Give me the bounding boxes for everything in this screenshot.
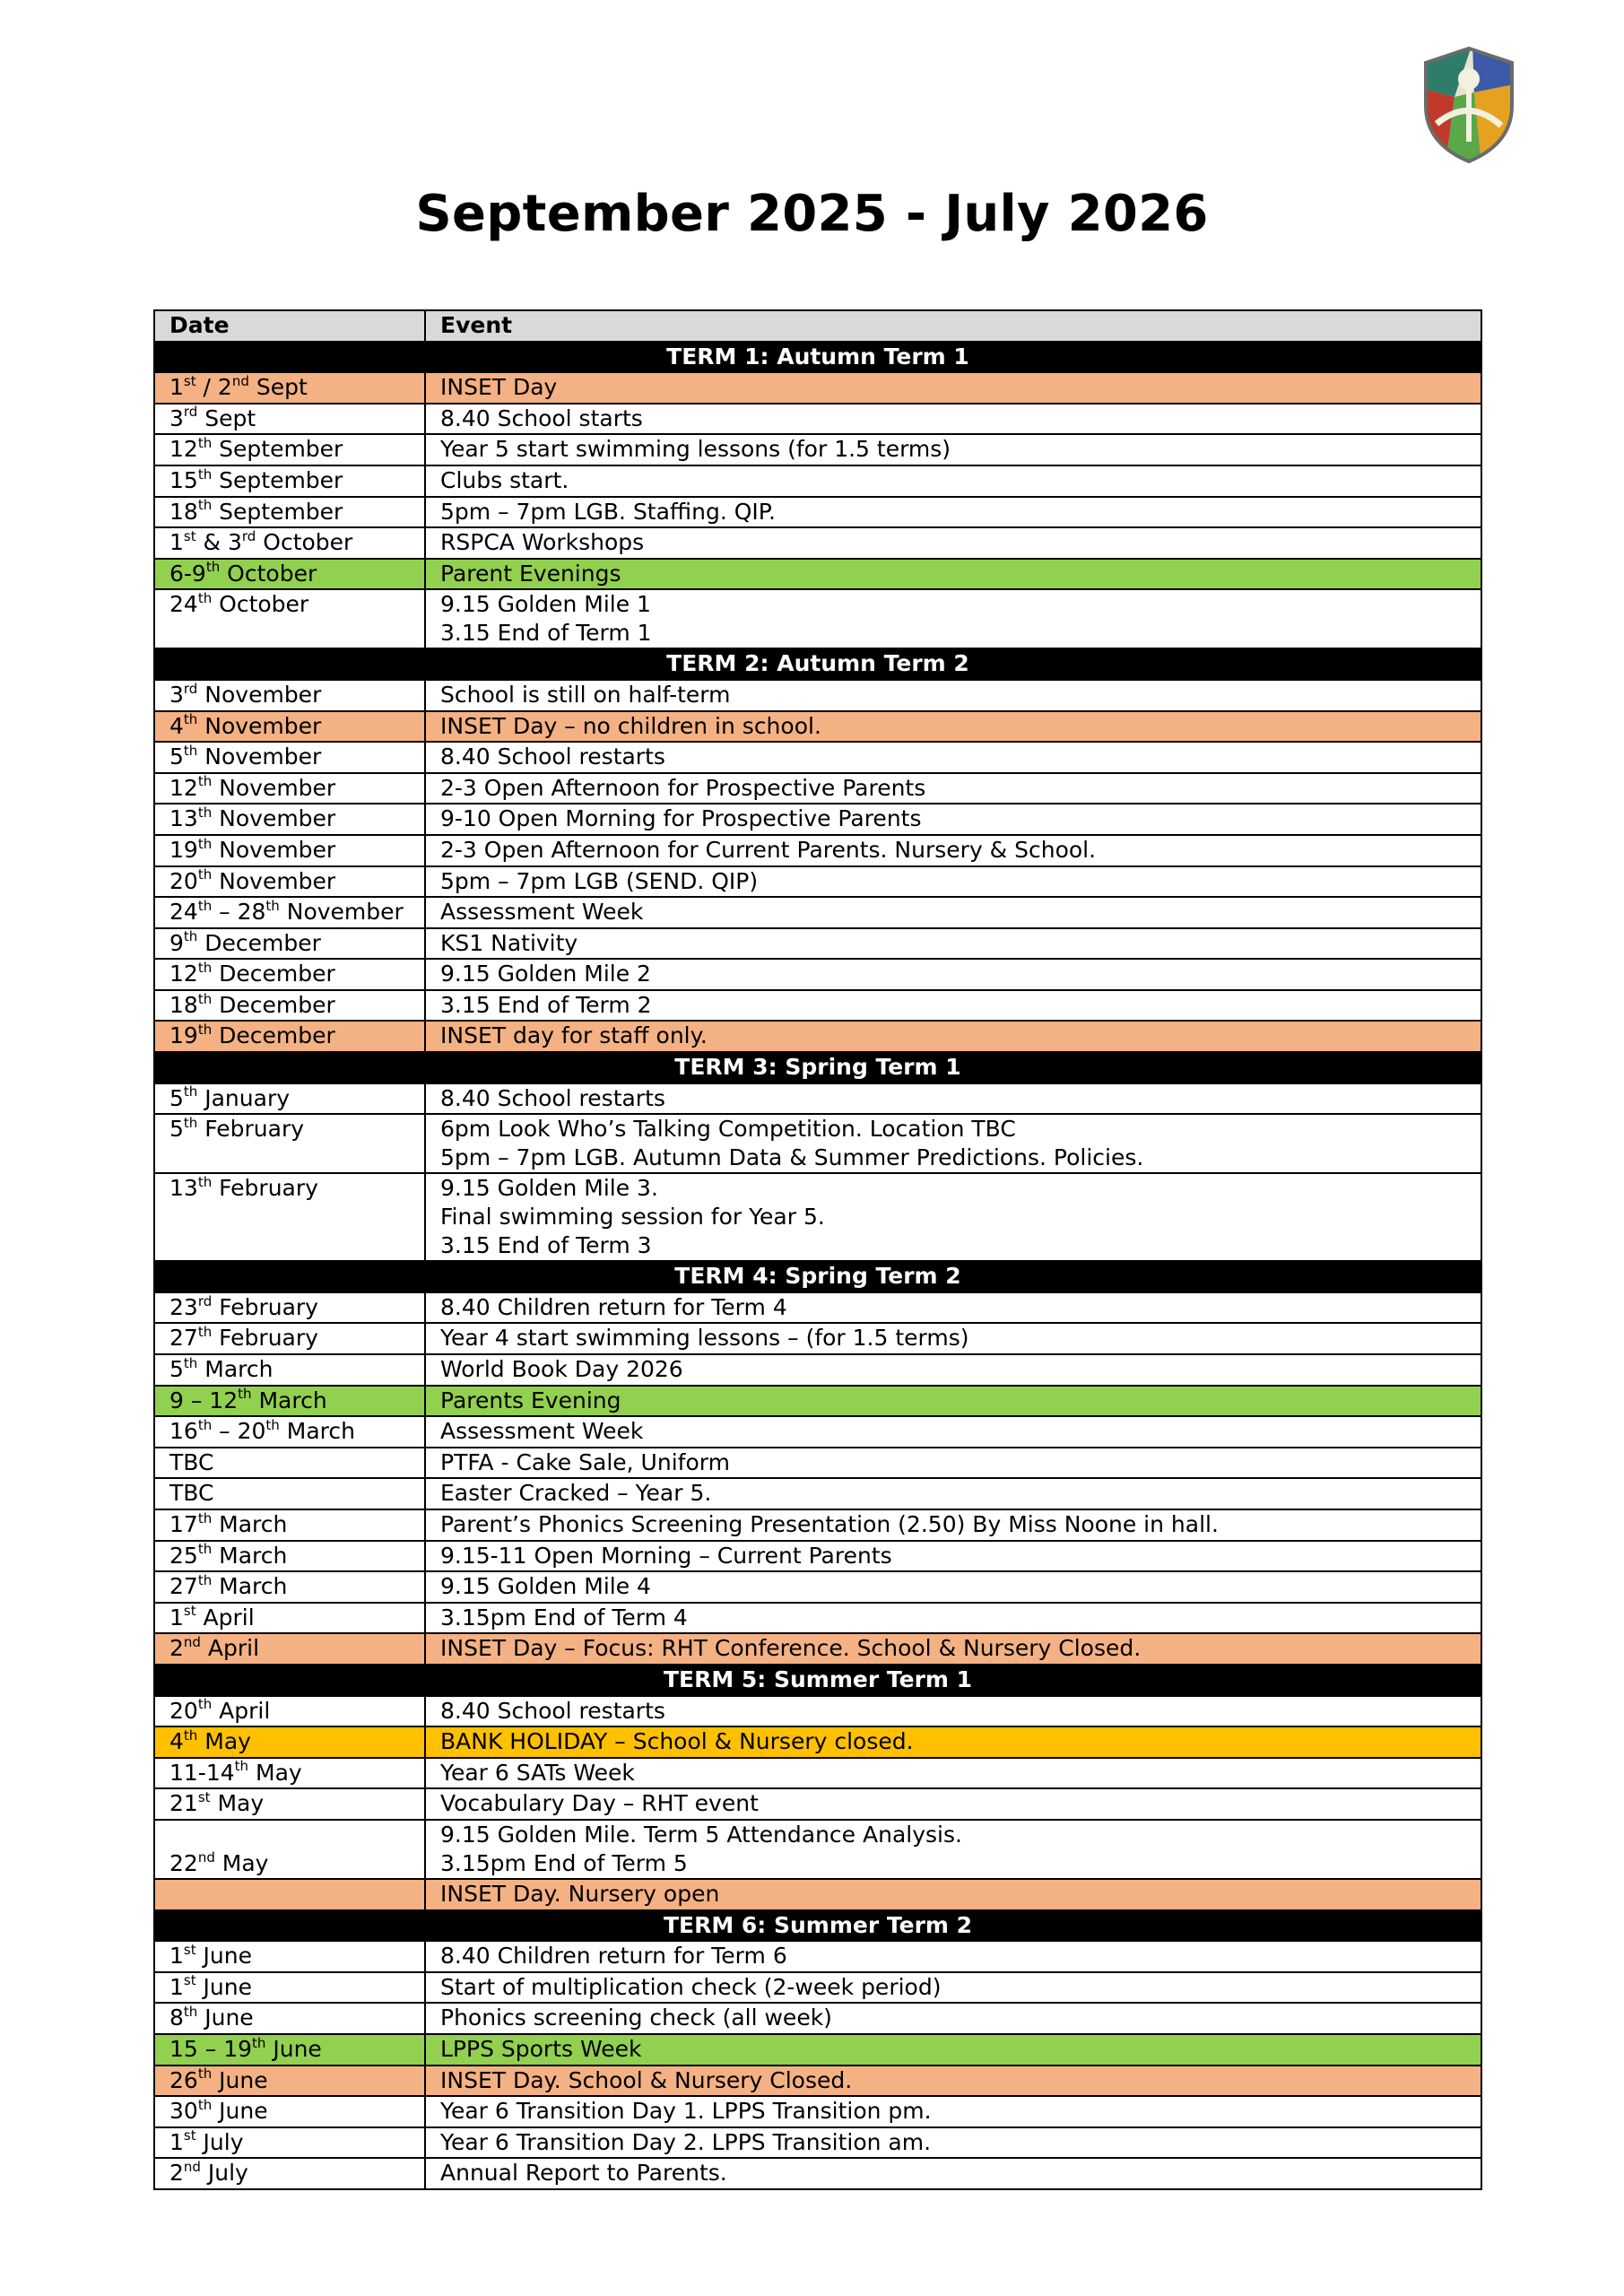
- event-cell: [425, 1416, 1481, 1448]
- event-cell: [425, 1021, 1481, 1052]
- event-cell: [425, 1292, 1481, 1324]
- event-text: Assessment Week: [440, 899, 644, 926]
- table-row: [154, 990, 1481, 1022]
- event-cell: [425, 1633, 1481, 1665]
- table-row: [154, 1448, 1481, 1479]
- table-row: [154, 404, 1481, 435]
- table-row: [154, 2066, 1481, 2097]
- event-text: Year 6 Transition Day 2. LPPS Transition am.: [440, 2128, 932, 2155]
- event-cell: [425, 1478, 1481, 1509]
- event-column-header: Event: [425, 310, 1481, 342]
- event-text: INSET day for staff only.: [440, 1022, 708, 1049]
- event-cell: [425, 434, 1481, 465]
- table-row: [154, 1416, 1481, 1448]
- event-cell: [425, 711, 1481, 743]
- date-cell: 12th December: [154, 959, 425, 990]
- table-row: [154, 559, 1481, 590]
- date-cell: 27th March: [154, 1571, 425, 1603]
- event-text: World Book Day 2026: [440, 1356, 683, 1383]
- event-cell: [425, 465, 1481, 497]
- table-row: [154, 2034, 1481, 2066]
- event-cell: [425, 1726, 1481, 1758]
- event-cell: [425, 1323, 1481, 1354]
- event-text: 8.40 School starts: [440, 404, 643, 431]
- table-row: [154, 465, 1481, 497]
- event-text: 9.15-11 Open Morning – Current Parents: [440, 1542, 892, 1569]
- date-cell: TBC: [154, 1448, 425, 1479]
- event-text: INSET Day – no children in school.: [440, 712, 821, 739]
- event-cell: [425, 1788, 1481, 1820]
- event-text: INSET Day. Nursery open: [440, 1880, 720, 1907]
- table-row: [154, 1114, 1481, 1173]
- event-cell: [425, 1696, 1481, 1727]
- date-cell: 19th December: [154, 1021, 425, 1052]
- date-cell: 9th December: [154, 928, 425, 960]
- event-cell: [425, 897, 1481, 928]
- event-text: 2-3 Open Afternoon for Current Parents. Nursery & School.: [440, 836, 1097, 863]
- event-text: 9.15 Golden Mile. Term 5 Attendance Analysis.: [440, 1821, 962, 1848]
- date-cell: 30th June: [154, 2096, 425, 2127]
- event-text: INSET Day: [440, 374, 558, 401]
- event-cell: [425, 959, 1481, 990]
- date-cell: 1st April: [154, 1603, 425, 1634]
- date-cell: 12th September: [154, 434, 425, 465]
- event-cell: [425, 1941, 1481, 1972]
- event-text: Start of multiplication check (2-week period): [440, 1973, 942, 2000]
- event-cell: [425, 804, 1481, 835]
- table-row: [154, 1173, 1481, 1261]
- date-cell: 1st June: [154, 1972, 425, 2004]
- event-cell: [425, 2158, 1481, 2189]
- table-row: [154, 1509, 1481, 1541]
- table-row: [154, 527, 1481, 559]
- date-cell: 24th – 28th November: [154, 897, 425, 928]
- event-cell: [425, 1758, 1481, 1789]
- date-cell: 9 – 12th March: [154, 1386, 425, 1417]
- event-cell: [425, 2034, 1481, 2066]
- event-cell: [425, 1083, 1481, 1115]
- date-column-header: Date: [154, 310, 425, 342]
- date-cell: 27th February: [154, 1323, 425, 1354]
- event-text: 5pm – 7pm LGB. Staffing. QIP.: [440, 498, 776, 525]
- date-cell: 15th September: [154, 465, 425, 497]
- event-text: Clubs start.: [440, 466, 569, 493]
- event-cell: [425, 680, 1481, 711]
- event-text: 3.15pm End of Term 5: [440, 1849, 688, 1876]
- date-cell: 18th September: [154, 497, 425, 528]
- event-text: Year 6 Transition Day 1. LPPS Transition pm.: [440, 2098, 932, 2125]
- date-cell: [154, 1879, 425, 1910]
- event-text: 5pm – 7pm LGB. Autumn Data & Summer Predictions. Policies.: [440, 1144, 1144, 1171]
- table-row: [154, 959, 1481, 990]
- date-cell: 11-14th May: [154, 1758, 425, 1789]
- date-cell: 5th January: [154, 1083, 425, 1115]
- event-cell: [425, 990, 1481, 1022]
- event-text: Parents Evening: [440, 1387, 621, 1413]
- date-cell: 1st June: [154, 1941, 425, 1972]
- event-text: 2-3 Open Afternoon for Prospective Parents: [440, 774, 926, 801]
- term-header-row: [154, 342, 1481, 373]
- event-cell: [425, 372, 1481, 404]
- date-cell: 3rd November: [154, 680, 425, 711]
- event-text: Vocabulary Day – RHT event: [440, 1790, 759, 1817]
- event-text: KS1 Nativity: [440, 929, 578, 956]
- event-cell: [425, 866, 1481, 898]
- table-row: [154, 589, 1481, 648]
- table-row: [154, 1571, 1481, 1603]
- date-cell: 15 – 19th June: [154, 2034, 425, 2066]
- event-cell: [425, 404, 1481, 435]
- date-cell: 6-9th October: [154, 559, 425, 590]
- table-row: [154, 1972, 1481, 2004]
- event-cell: [425, 497, 1481, 528]
- date-cell: 26th June: [154, 2066, 425, 2097]
- event-cell: [425, 1541, 1481, 1572]
- event-cell: [425, 1173, 1481, 1261]
- date-cell: 24th October: [154, 589, 425, 648]
- date-cell: 13th February: [154, 1173, 425, 1261]
- date-cell: 1st / 2nd Sept: [154, 372, 425, 404]
- event-cell: [425, 1972, 1481, 2004]
- event-cell: [425, 773, 1481, 804]
- date-cell: TBC: [154, 1478, 425, 1509]
- event-text: Annual Report to Parents.: [440, 2160, 727, 2187]
- table-row: [154, 680, 1481, 711]
- table-row: [154, 1696, 1481, 1727]
- table-row: [154, 1541, 1481, 1572]
- table-row: [154, 1323, 1481, 1354]
- event-cell: [425, 1571, 1481, 1603]
- date-cell: 5th March: [154, 1354, 425, 1386]
- event-text: 3.15 End of Term 2: [440, 991, 652, 1018]
- school-crest-icon: [1419, 43, 1519, 165]
- date-cell: 4th May: [154, 1726, 425, 1758]
- term-title: TERM 6: Summer Term 2: [154, 1910, 1481, 1942]
- date-cell: 1st July: [154, 2127, 425, 2159]
- event-text: Parent’s Phonics Screening Presentation (2.50) By Miss Noone in hall.: [440, 1511, 1219, 1537]
- table-row: [154, 1758, 1481, 1789]
- date-cell: 18th December: [154, 990, 425, 1022]
- date-cell: 5th February: [154, 1114, 425, 1173]
- date-cell: 19th November: [154, 835, 425, 866]
- event-text: 9.15 Golden Mile 4: [440, 1573, 651, 1600]
- table-row: [154, 1879, 1481, 1910]
- table-row: [154, 1633, 1481, 1665]
- event-text: 8.40 Children return for Term 6: [440, 1943, 787, 1970]
- table-row: [154, 2158, 1481, 2189]
- table-row: [154, 1292, 1481, 1324]
- date-cell: 23rd February: [154, 1292, 425, 1324]
- table-row: [154, 372, 1481, 404]
- term-title: TERM 1: Autumn Term 1: [154, 342, 1481, 373]
- event-text: 3.15pm End of Term 4: [440, 1604, 688, 1631]
- event-cell: [425, 1448, 1481, 1479]
- term-title: TERM 5: Summer Term 1: [154, 1665, 1481, 1696]
- table-row: [154, 928, 1481, 960]
- date-cell: 3rd Sept: [154, 404, 425, 435]
- event-text: INSET Day. School & Nursery Closed.: [440, 2066, 853, 2093]
- event-cell: [425, 742, 1481, 773]
- table-row: [154, 1603, 1481, 1634]
- event-text: 9-10 Open Morning for Prospective Parents: [440, 805, 922, 832]
- date-cell: 25th March: [154, 1541, 425, 1572]
- table-row: [154, 1354, 1481, 1386]
- event-text: 5pm – 7pm LGB (SEND. QIP): [440, 867, 759, 894]
- event-cell: [425, 2096, 1481, 2127]
- event-text: Year 6 SATs Week: [440, 1759, 635, 1786]
- event-text: 8.40 Children return for Term 4: [440, 1293, 787, 1320]
- event-text: School is still on half-term: [440, 681, 731, 708]
- event-text: Year 4 start swimming lessons – (for 1.5 terms): [440, 1325, 969, 1352]
- calendar-table: [153, 309, 1482, 2190]
- table-row: [154, 742, 1481, 773]
- event-cell: [425, 928, 1481, 960]
- table-row: [154, 773, 1481, 804]
- event-text: 9.15 Golden Mile 2: [440, 961, 651, 987]
- event-text: 3.15 End of Term 3: [440, 1232, 652, 1259]
- table-header-row: [154, 310, 1481, 342]
- event-cell: [425, 589, 1481, 648]
- event-text: 8.40 School restarts: [440, 1084, 665, 1111]
- event-text: 9.15 Golden Mile 3.: [440, 1175, 658, 1202]
- date-cell: 4th November: [154, 711, 425, 743]
- table-row: [154, 2127, 1481, 2159]
- event-text: Final swimming session for Year 5.: [440, 1204, 825, 1231]
- table-row: [154, 1820, 1481, 1879]
- event-cell: [425, 1509, 1481, 1541]
- event-text: LPPS Sports Week: [440, 2035, 642, 2062]
- term-header-row: [154, 1665, 1481, 1696]
- event-text: Year 5 start swimming lessons (for 1.5 terms): [440, 436, 951, 463]
- event-text: 3.15 End of Term 1: [440, 620, 652, 647]
- term-title: TERM 4: Spring Term 2: [154, 1261, 1481, 1292]
- event-text: 8.40 School restarts: [440, 744, 665, 770]
- table-row: [154, 1021, 1481, 1052]
- date-cell: 8th June: [154, 2003, 425, 2034]
- term-title: TERM 3: Spring Term 1: [154, 1052, 1481, 1083]
- date-cell: 1st & 3rd October: [154, 527, 425, 559]
- term-title: TERM 2: Autumn Term 2: [154, 648, 1481, 680]
- table-row: [154, 2096, 1481, 2127]
- event-cell: [425, 1114, 1481, 1173]
- event-cell: [425, 1603, 1481, 1634]
- table-row: [154, 1726, 1481, 1758]
- table-row: [154, 1386, 1481, 1417]
- event-cell: [425, 1820, 1481, 1879]
- event-cell: [425, 527, 1481, 559]
- table-row: [154, 835, 1481, 866]
- table-row: [154, 804, 1481, 835]
- date-cell: 5th November: [154, 742, 425, 773]
- table-row: [154, 1083, 1481, 1115]
- event-cell: [425, 1354, 1481, 1386]
- event-cell: [425, 2003, 1481, 2034]
- table-row: [154, 897, 1481, 928]
- event-text: 8.40 School restarts: [440, 1697, 665, 1724]
- event-cell: [425, 1879, 1481, 1910]
- date-cell: 2nd July: [154, 2158, 425, 2189]
- event-text: Phonics screening check (all week): [440, 2005, 832, 2031]
- term-header-row: [154, 648, 1481, 680]
- table-row: [154, 1478, 1481, 1509]
- event-text: 6pm Look Who’s Talking Competition. Location TBC: [440, 1116, 1016, 1143]
- event-cell: [425, 2066, 1481, 2097]
- table-row: [154, 497, 1481, 528]
- event-cell: [425, 835, 1481, 866]
- event-text: PTFA - Cake Sale, Uniform: [440, 1448, 730, 1475]
- event-text: INSET Day – Focus: RHT Conference. School & Nursery Closed.: [440, 1635, 1142, 1662]
- date-cell: 20th April: [154, 1696, 425, 1727]
- event-text: BANK HOLIDAY – School & Nursery closed.: [440, 1728, 914, 1755]
- table-row: [154, 711, 1481, 743]
- table-row: [154, 1941, 1481, 1972]
- event-text: Parent Evenings: [440, 560, 621, 587]
- date-cell: 20th November: [154, 866, 425, 898]
- term-header-row: [154, 1052, 1481, 1083]
- event-cell: [425, 559, 1481, 590]
- event-text: 9.15 Golden Mile 1: [440, 591, 651, 618]
- term-header-row: [154, 1261, 1481, 1292]
- page-title: September 2025 - July 2026: [415, 185, 1209, 243]
- table-row: [154, 1788, 1481, 1820]
- date-cell: 22nd May: [154, 1820, 425, 1879]
- date-cell: 16th – 20th March: [154, 1416, 425, 1448]
- date-cell: 17th March: [154, 1509, 425, 1541]
- event-text: Assessment Week: [440, 1418, 644, 1445]
- event-text: Easter Cracked – Year 5.: [440, 1480, 712, 1507]
- table-row: [154, 866, 1481, 898]
- event-text: RSPCA Workshops: [440, 529, 645, 556]
- table-row: [154, 2003, 1481, 2034]
- term-header-row: [154, 1910, 1481, 1942]
- date-cell: 21st May: [154, 1788, 425, 1820]
- date-cell: 12th November: [154, 773, 425, 804]
- date-cell: 2nd April: [154, 1633, 425, 1665]
- event-cell: [425, 2127, 1481, 2159]
- event-cell: [425, 1386, 1481, 1417]
- table-row: [154, 434, 1481, 465]
- date-cell: 13th November: [154, 804, 425, 835]
